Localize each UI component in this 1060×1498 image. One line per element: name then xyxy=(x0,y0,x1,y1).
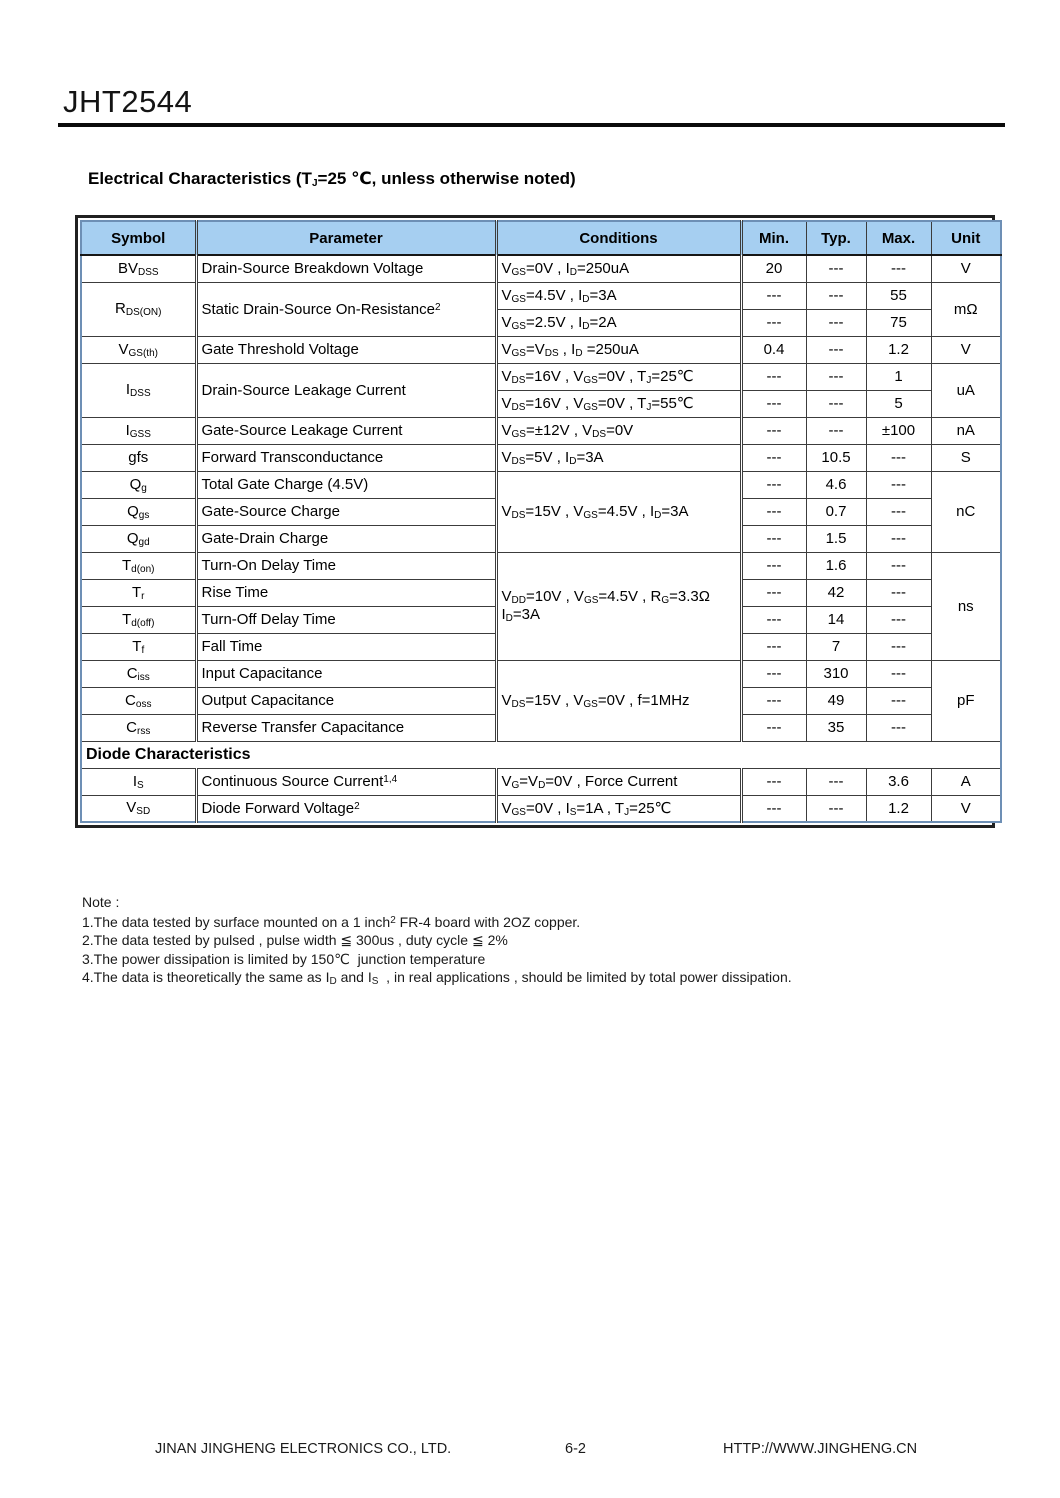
parameter-cell: Fall Time xyxy=(196,633,496,660)
unit-cell: A xyxy=(931,768,1001,795)
unit-cell: nA xyxy=(931,417,1001,444)
typ-cell: 35 xyxy=(806,714,866,741)
symbol-cell: Qg xyxy=(81,471,196,498)
typ-cell: 7 xyxy=(806,633,866,660)
parameter-cell: Turn-Off Delay Time xyxy=(196,606,496,633)
header-symbol: Symbol xyxy=(81,221,196,255)
max-cell: 3.6 xyxy=(866,768,931,795)
max-cell: --- xyxy=(866,606,931,633)
parameter-cell: Continuous Source Current$^{1,4}$ xyxy=(196,768,496,795)
max-cell: --- xyxy=(866,444,931,471)
symbol-cell: gfs xyxy=(81,444,196,471)
max-cell: 1.2 xyxy=(866,795,931,822)
note-line-2: 2.The data tested by pulsed , pulse width ≦ 300us , duty cycle ≦ 2% xyxy=(82,932,508,948)
min-cell: --- xyxy=(741,282,806,309)
conditions-cell: VDS=16V , VGS=0V , TJ=55℃ xyxy=(496,390,741,417)
row-igss xyxy=(81,417,1001,444)
max-cell: ±100 xyxy=(866,417,931,444)
min-cell: --- xyxy=(741,444,806,471)
parameter-cell: Forward Transconductance xyxy=(196,444,496,471)
characteristics-table-frame xyxy=(75,215,995,828)
symbol-cell: Crss xyxy=(81,714,196,741)
min-cell: --- xyxy=(741,768,806,795)
parameter-cell: Turn-On Delay Time xyxy=(196,552,496,579)
typ-cell: --- xyxy=(806,363,866,390)
max-cell: --- xyxy=(866,552,931,579)
typ-cell: --- xyxy=(806,282,866,309)
max-cell: 55 xyxy=(866,282,931,309)
row-vgsth xyxy=(81,336,1001,363)
max-cell: --- xyxy=(866,579,931,606)
note-line-3: 3.The power dissipation is limited by 150℃ junction temperature xyxy=(82,950,486,967)
max-cell: 5 xyxy=(866,390,931,417)
min-cell: --- xyxy=(741,633,806,660)
parameter-cell: Static Drain-Source On-Resistance$^2$ xyxy=(196,282,496,336)
max-cell: --- xyxy=(866,471,931,498)
diode-section-title: Diode Characteristics xyxy=(81,741,1001,768)
table-header-row xyxy=(81,221,1001,255)
header-min: Min. xyxy=(741,221,806,255)
unit-cell: uA xyxy=(931,363,1001,417)
parameter-cell: Reverse Transfer Capacitance xyxy=(196,714,496,741)
row-is xyxy=(81,768,1001,795)
header-parameter: Parameter xyxy=(196,221,496,255)
unit-cell: S xyxy=(931,444,1001,471)
typ-cell: --- xyxy=(806,795,866,822)
typ-cell: 1.6 xyxy=(806,552,866,579)
symbol-cell: IDSS xyxy=(81,363,196,417)
electrical-characteristics-table xyxy=(80,220,1002,823)
header-typ: Typ. xyxy=(806,221,866,255)
symbol-cell: Tf xyxy=(81,633,196,660)
max-cell: 75 xyxy=(866,309,931,336)
row-gfs xyxy=(81,444,1001,471)
symbol-cell: BVDSS xyxy=(81,255,196,282)
max-cell: --- xyxy=(866,498,931,525)
row-bvdss xyxy=(81,255,1001,282)
typ-cell: 10.5 xyxy=(806,444,866,471)
conditions-cell: VGS=VDS , ID =250uA xyxy=(496,336,741,363)
header-unit: Unit xyxy=(931,221,1001,255)
min-cell: --- xyxy=(741,714,806,741)
page-footer xyxy=(0,1441,1060,1461)
typ-cell: --- xyxy=(806,336,866,363)
typ-cell: 4.6 xyxy=(806,471,866,498)
symbol-cell: IS xyxy=(81,768,196,795)
conditions-cell: VDS=5V , ID=3A xyxy=(496,444,741,471)
symbol-cell: Tr xyxy=(81,579,196,606)
section-header-row xyxy=(81,741,1001,768)
parameter-cell: Drain-Source Breakdown Voltage xyxy=(196,255,496,282)
unit-cell: mΩ xyxy=(931,282,1001,336)
conditions-cell xyxy=(496,552,741,660)
header-max: Max. xyxy=(866,221,931,255)
footer-page-number: 6-2 xyxy=(565,1441,586,1457)
unit-cell: nC xyxy=(931,471,1001,552)
unit-cell: V xyxy=(931,336,1001,363)
conditions-cell: VGS=0V , IS=1A , TJ=25℃ xyxy=(496,795,741,822)
parameter-cell: Gate-Source Leakage Current xyxy=(196,417,496,444)
footer-website: HTTP://WWW.JINGHENG.CN xyxy=(723,1441,918,1457)
symbol-cell: RDS(ON) xyxy=(81,282,196,336)
min-cell: --- xyxy=(741,309,806,336)
min-cell: --- xyxy=(741,660,806,687)
symbol-cell: VGS(th) xyxy=(81,336,196,363)
max-cell: --- xyxy=(866,525,931,552)
conditions-cell: VGS=4.5V , ID=3A xyxy=(496,282,741,309)
section-heading: Electrical Characteristics (TJ=25 ℃, unless otherwise noted) xyxy=(88,169,576,189)
min-cell: --- xyxy=(741,606,806,633)
min-cell: --- xyxy=(741,687,806,714)
typ-cell: --- xyxy=(806,768,866,795)
conditions-cell: VDS=15V , VGS=4.5V , ID=3A xyxy=(496,471,741,552)
symbol-cell: IGSS xyxy=(81,417,196,444)
notes-block xyxy=(82,893,792,992)
parameter-cell: Output Capacitance xyxy=(196,687,496,714)
max-cell: --- xyxy=(866,687,931,714)
parameter-cell: Gate Threshold Voltage xyxy=(196,336,496,363)
max-cell: --- xyxy=(866,660,931,687)
max-cell: --- xyxy=(866,255,931,282)
row-tdon xyxy=(81,552,1001,579)
conditions-cell: VGS=0V , ID=250uA xyxy=(496,255,741,282)
parameter-cell: Diode Forward Voltage$^2$ xyxy=(196,795,496,822)
conditions-line-1: VDD=10V , VGS=4.5V , RG=3.3Ω xyxy=(501,588,710,606)
parameter-cell: Drain-Source Leakage Current xyxy=(196,363,496,417)
row-rdson-a xyxy=(81,282,1001,309)
symbol-cell: VSD xyxy=(81,795,196,822)
symbol-cell: Td(off) xyxy=(81,606,196,633)
page-title: JHT2544 xyxy=(63,84,193,119)
conditions-line-2: ID=3A xyxy=(501,606,541,624)
min-cell: --- xyxy=(741,471,806,498)
max-cell: 1 xyxy=(866,363,931,390)
min-cell: 0.4 xyxy=(741,336,806,363)
min-cell: --- xyxy=(741,795,806,822)
typ-cell: --- xyxy=(806,417,866,444)
max-cell: --- xyxy=(866,633,931,660)
min-cell: --- xyxy=(741,363,806,390)
min-cell: --- xyxy=(741,579,806,606)
min-cell: --- xyxy=(741,417,806,444)
typ-cell: --- xyxy=(806,309,866,336)
note-line-1: 1.The data tested by surface mounted on a 1 inch$^2$ FR-4 board with 2OZ copper. xyxy=(82,913,581,930)
notes-label: Note : xyxy=(82,894,120,910)
parameter-cell: Total Gate Charge (4.5V) xyxy=(196,471,496,498)
header-conditions: Conditions xyxy=(496,221,741,255)
note-line-4: 4.The data is theoretically the same as ID and IS , in real applications , should be limited by total power dissipation. xyxy=(82,969,792,987)
typ-cell: 42 xyxy=(806,579,866,606)
unit-cell: ns xyxy=(931,552,1001,660)
row-vsd xyxy=(81,795,1001,822)
parameter-cell: Gate-Drain Charge xyxy=(196,525,496,552)
typ-cell: 310 xyxy=(806,660,866,687)
unit-cell: V xyxy=(931,795,1001,822)
symbol-cell: Qgd xyxy=(81,525,196,552)
min-cell: --- xyxy=(741,390,806,417)
title-divider xyxy=(58,123,1005,127)
conditions-cell: VDS=15V , VGS=0V , f=1MHz xyxy=(496,660,741,741)
row-ciss xyxy=(81,660,1001,687)
typ-cell: --- xyxy=(806,255,866,282)
min-cell: --- xyxy=(741,498,806,525)
footer-company: JINAN JINGHENG ELECTRONICS CO., LTD. xyxy=(155,1441,452,1457)
max-cell: --- xyxy=(866,714,931,741)
typ-cell: 1.5 xyxy=(806,525,866,552)
unit-cell: V xyxy=(931,255,1001,282)
conditions-cell: VDS=16V , VGS=0V , TJ=25℃ xyxy=(496,363,741,390)
symbol-cell: Td(on) xyxy=(81,552,196,579)
max-cell: 1.2 xyxy=(866,336,931,363)
conditions-cell: VG=VD=0V , Force Current xyxy=(496,768,741,795)
parameter-cell: Rise Time xyxy=(196,579,496,606)
symbol-cell: Ciss xyxy=(81,660,196,687)
parameter-cell: Gate-Source Charge xyxy=(196,498,496,525)
unit-cell: pF xyxy=(931,660,1001,741)
row-qg xyxy=(81,471,1001,498)
typ-cell: --- xyxy=(806,390,866,417)
conditions-cell: VGS=2.5V , ID=2A xyxy=(496,309,741,336)
symbol-cell: Coss xyxy=(81,687,196,714)
typ-cell: 0.7 xyxy=(806,498,866,525)
min-cell: --- xyxy=(741,552,806,579)
row-idss-a xyxy=(81,363,1001,390)
symbol-cell: Qgs xyxy=(81,498,196,525)
min-cell: --- xyxy=(741,525,806,552)
min-cell: 20 xyxy=(741,255,806,282)
typ-cell: 49 xyxy=(806,687,866,714)
typ-cell: 14 xyxy=(806,606,866,633)
conditions-cell: VGS=±12V , VDS=0V xyxy=(496,417,741,444)
parameter-cell: Input Capacitance xyxy=(196,660,496,687)
